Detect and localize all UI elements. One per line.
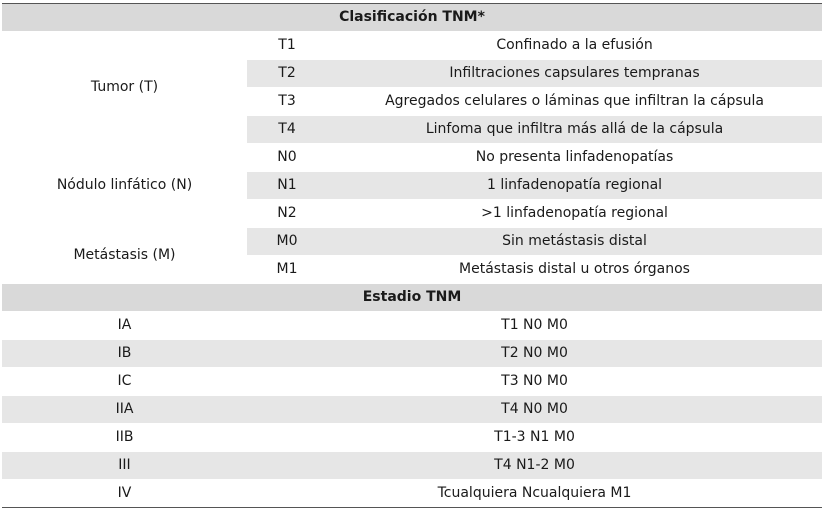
table-row [2,312,822,340]
code-cell: T4 [278,121,296,137]
category-metastasis: Metástasis (M) [2,228,247,284]
table-row [2,368,822,396]
table-row [2,424,822,452]
stage-cell: IIA [115,401,134,417]
stage-cell: IV [117,485,132,501]
description-cell: Sin metástasis distal [502,233,647,249]
tnm-cell: T1-3 N1 M0 [494,429,575,445]
stage-cell: IIB [115,429,134,445]
description-cell: Infiltraciones capsulares tempranas [449,65,700,81]
table-row [2,480,822,508]
stage-header-row [2,284,822,312]
description-cell: Linfoma que infiltra más allá de la cápsula [425,121,724,137]
stage-cell: IC [117,373,132,389]
description-cell: Agregados celulares o láminas que infiltran la cápsula [385,93,764,109]
stage-cell: IB [117,345,132,361]
table-row [2,340,822,368]
table-row [2,396,822,424]
tnm-cell: T4 N0 M0 [501,401,568,417]
tnm-cell: T1 N0 M0 [501,317,568,333]
table-row [2,32,822,60]
classification-header: Clasificación TNM* [2,4,822,32]
code-cell: N1 [277,177,297,193]
code-cell: M1 [276,261,298,277]
category-node: Nódulo linfático (N) [2,144,247,228]
tnm-cell: T3 N0 M0 [501,373,568,389]
code-cell: N0 [277,149,297,165]
classification-header-row [2,4,822,32]
code-cell: T2 [278,65,296,81]
tnm-cell: T4 N1-2 M0 [494,457,575,473]
tnm-table [2,3,822,508]
category-tumor: Tumor (T) [2,32,247,144]
code-cell: M0 [276,233,298,249]
description-cell: 1 linfadenopatía regional [486,177,663,193]
code-cell: T1 [278,37,296,53]
description-cell: Confinado a la efusión [496,37,653,53]
description-cell: No presenta linfadenopatías [475,149,674,165]
table-row [2,228,822,256]
description-cell: Metástasis distal u otros órganos [459,261,690,277]
stage-cell: III [118,457,131,473]
tnm-cell: Tcualquiera Ncualquiera M1 [437,485,632,501]
code-cell: N2 [277,205,297,221]
table-row [2,144,822,172]
code-cell: T3 [278,93,296,109]
description-cell: >1 linfadenopatía regional [481,205,668,221]
table-row [2,452,822,480]
tnm-cell: T2 N0 M0 [501,345,568,361]
stage-cell: IA [117,317,132,333]
stage-header: Estadio TNM [2,284,822,312]
